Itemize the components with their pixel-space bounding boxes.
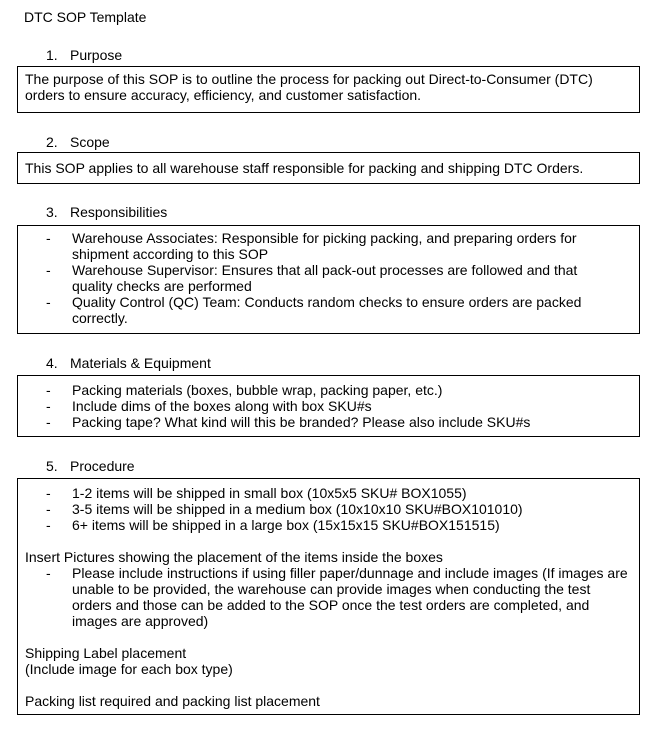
section-title: Materials & Equipment [70,355,211,371]
section-heading-purpose [46,47,122,63]
list-item: - 3-5 items will be shipped in a medium box (10x10x10 SKU#BOX101010) [25,501,631,517]
packing-list-line: Packing list required and packing list placement [25,693,320,709]
section-heading-procedure [46,458,135,474]
purpose-text: The purpose of this SOP is to outline the process for packing out Direct-to-Consumer (DTC) orders to ensure accuracy, efficiency, and customer satisfaction. [25,71,593,103]
shipping-label-note: (Include image for each box type) [25,661,233,677]
list-item: - Packing materials (boxes, bubble wrap, packing paper, etc.) [25,382,633,398]
document-title: DTC SOP Template [24,9,147,25]
section-number: 5. [46,458,58,474]
procedure-box [17,478,640,715]
list-item: - Warehouse Supervisor: Ensures that all pack-out processes are followed and that quality checks are performed [25,262,609,294]
responsibilities-box [17,225,640,334]
shipping-label-line: Shipping Label placement [25,645,187,661]
section-heading-materials [46,355,211,371]
section-number: 3. [46,204,58,220]
section-title: Scope [70,134,110,150]
section-number: 4. [46,355,58,371]
scope-box [17,152,640,184]
list-item: - 1-2 items will be shipped in small box (10x5x5 SKU# BOX1055) [25,485,631,501]
list-item: - Include dims of the boxes along with box SKU#s [25,398,633,414]
section-heading-scope [46,134,110,150]
materials-box [17,375,640,437]
scope-text: This SOP applies to all warehouse staff responsible for packing and shipping DTC Orders. [25,160,584,176]
purpose-box [17,66,640,113]
list-item: - Quality Control (QC) Team: Conducts random checks to ensure orders are packed correctly. [25,294,609,326]
list-item: - Please include instructions if using filler paper/dunnage and include images (If images are unable to be provided, the warehouse can provide images when conducting the test orders and those can be added to the SOP once the test orders are completed, and images are approved) [25,565,631,629]
section-title: Responsibilities [70,204,168,220]
section-number: 2. [46,134,58,150]
list-item: - 6+ items will be shipped in a large box (15x15x15 SKU#BOX151515) [25,517,631,533]
section-heading-responsibilities [46,204,167,220]
section-title: Procedure [70,458,135,474]
list-item: - Warehouse Associates: Responsible for picking packing, and preparing orders for shipment according to this SOP [25,230,609,262]
list-item: - Packing tape? What kind will this be branded? Please also include SKU#s [25,414,633,430]
pictures-heading: Insert Pictures showing the placement of the items inside the boxes [25,549,443,565]
section-number: 1. [46,47,58,63]
section-title: Purpose [70,47,123,63]
